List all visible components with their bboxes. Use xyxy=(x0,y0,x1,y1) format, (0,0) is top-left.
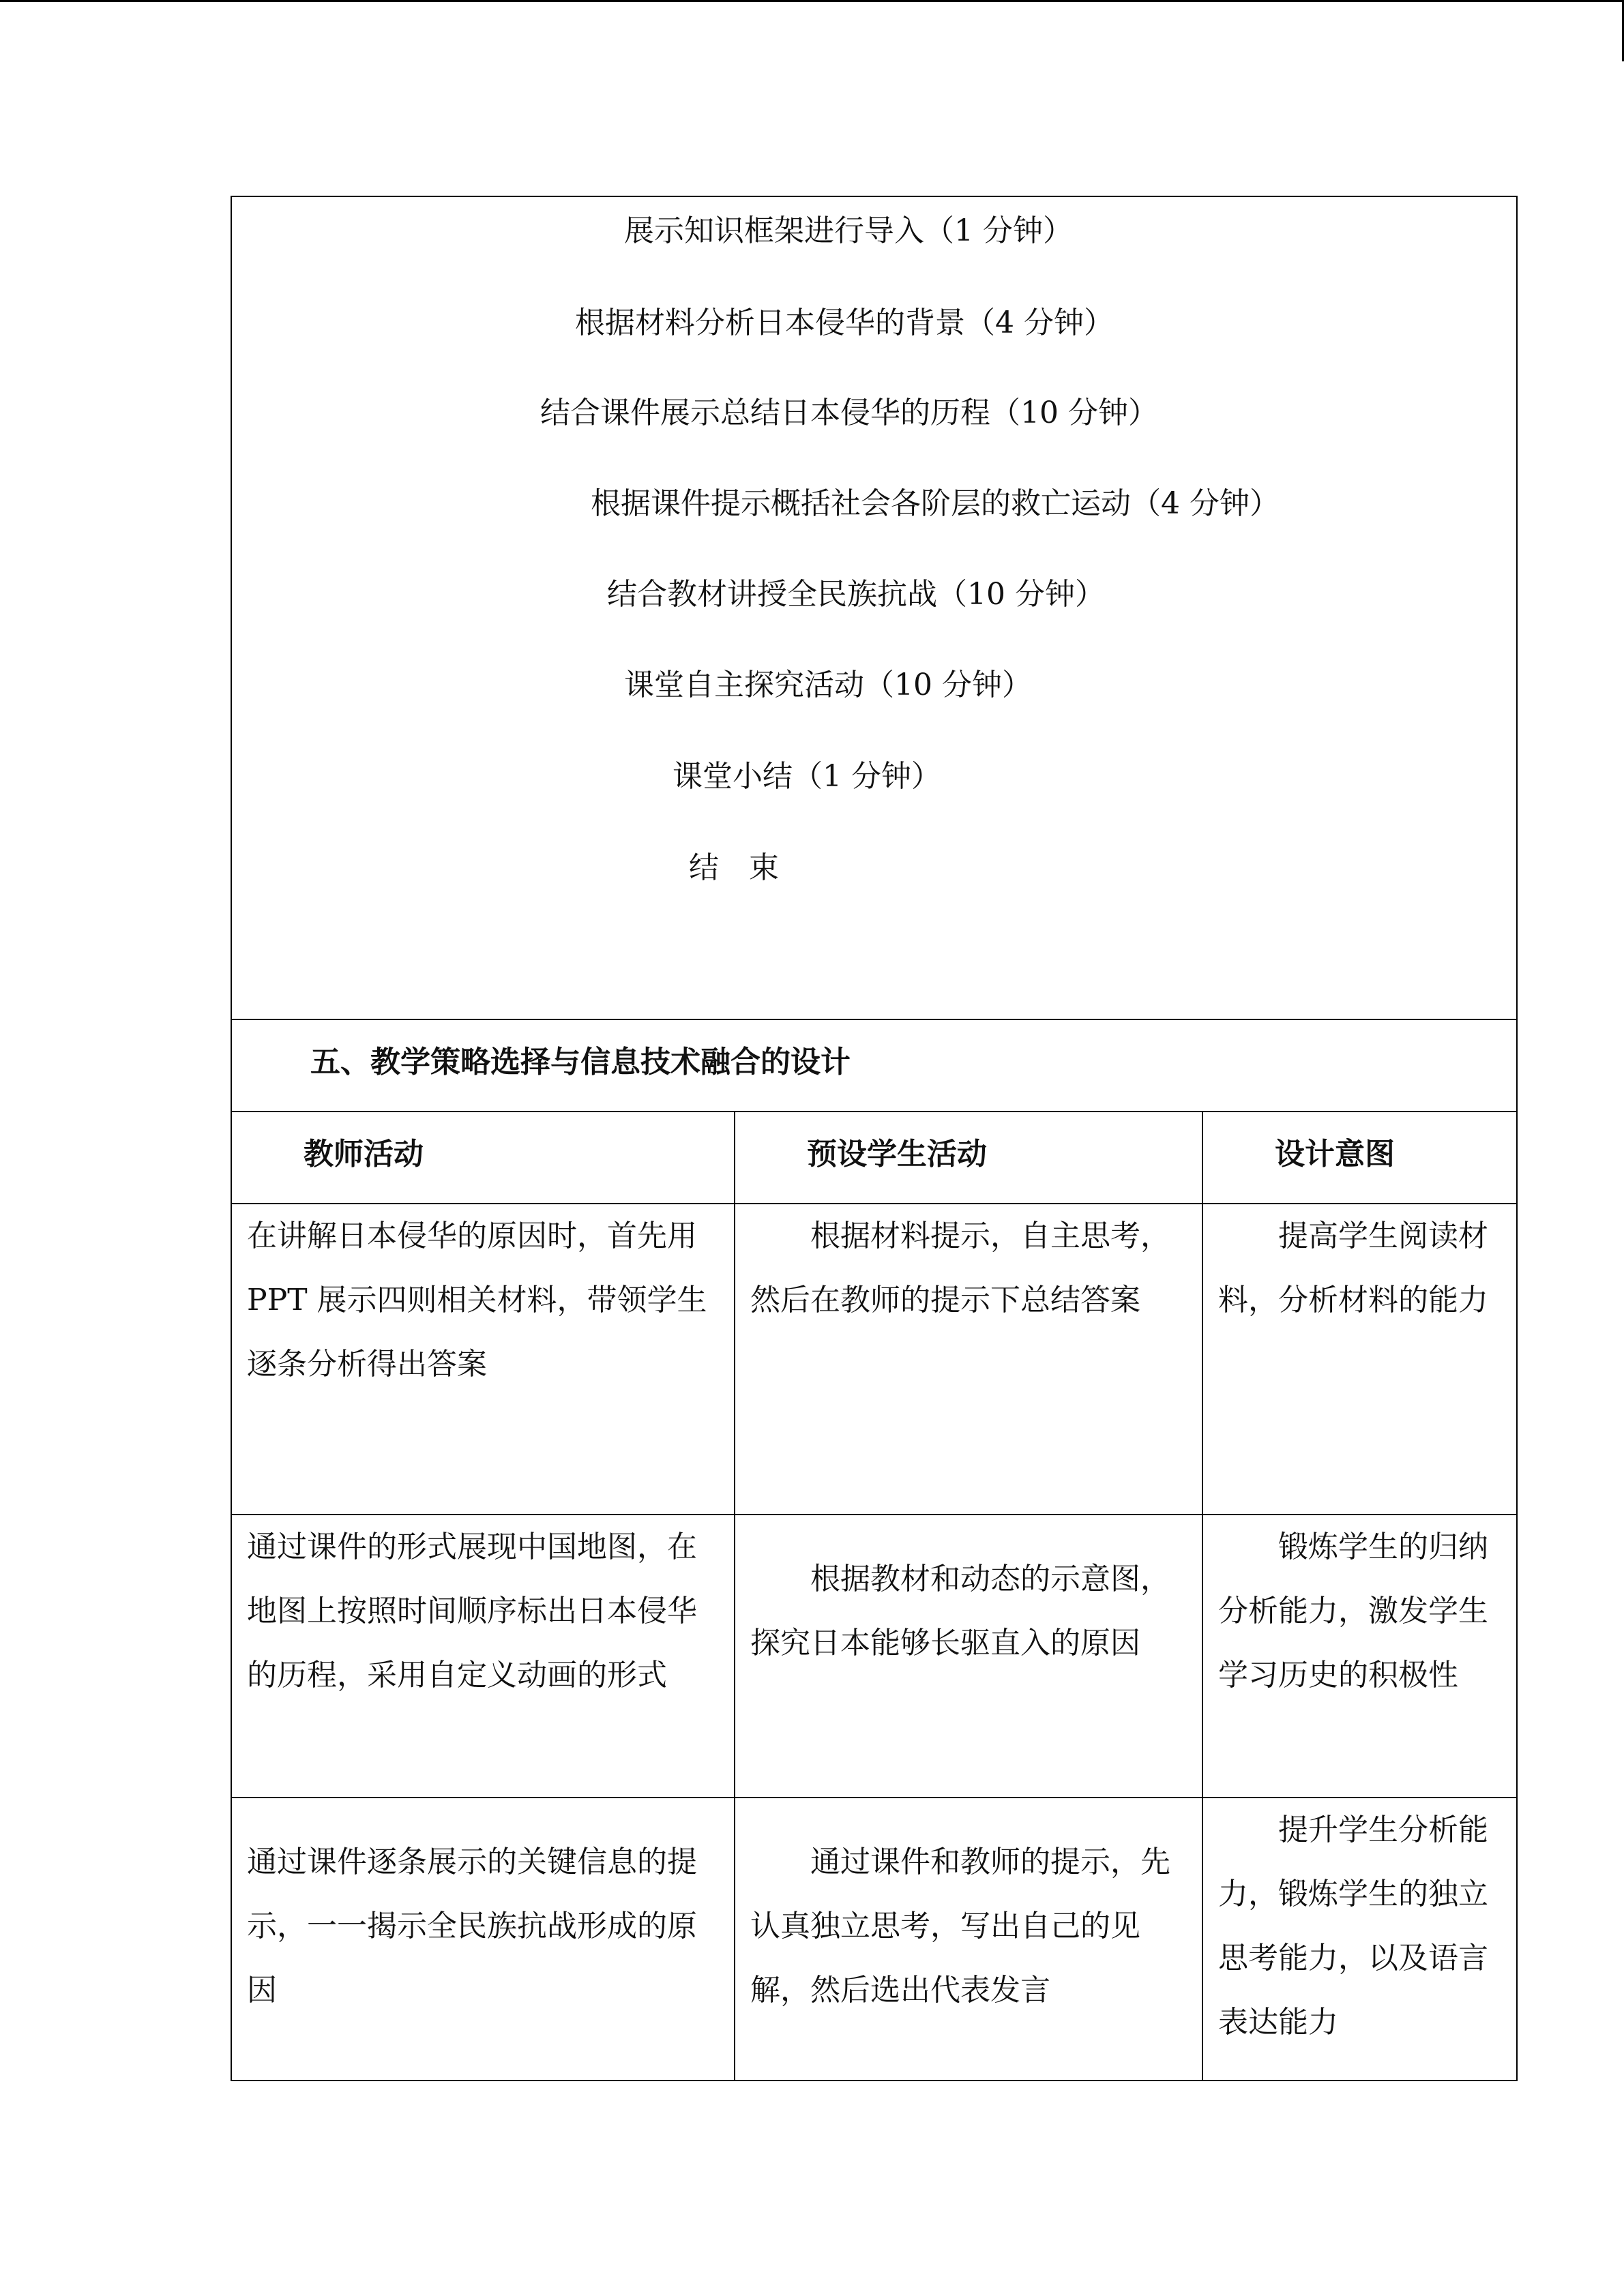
page-top-rule xyxy=(0,0,1624,2)
student-cell xyxy=(735,1515,1202,1798)
teaching-flow-cell xyxy=(231,196,1517,1019)
teacher-activity-header: 教师活动 xyxy=(304,1137,424,1172)
section-row xyxy=(231,1019,1517,1112)
student-header-cell xyxy=(735,1112,1202,1204)
flow-step: 课堂自主探究活动（10 分钟） xyxy=(624,668,1032,702)
section-title: 五、教学策略选择与信息技术融合的设计 xyxy=(310,1045,851,1079)
table-row xyxy=(231,1798,1517,2081)
flow-step: 课堂小结（1 分钟） xyxy=(673,759,941,794)
flow-step: 结 束 xyxy=(689,850,779,885)
flow-step: 展示知识框架进行导入（1 分钟） xyxy=(624,213,1073,248)
teacher-cell xyxy=(231,1204,735,1515)
teacher-cell xyxy=(231,1515,735,1798)
section-cell xyxy=(231,1019,1517,1112)
table-row xyxy=(231,1515,1517,1798)
teacher-activity-text: 在讲解日本侵华的原因时，首先用 PPT 展示四则相关材料，带领学生逐条分析得出答案 xyxy=(247,1219,707,1382)
student-activity-text: 根据教材和动态的示意图，探究日本能够长驱直入的原因 xyxy=(750,1562,1170,1660)
teacher-header-cell xyxy=(231,1112,735,1204)
student-activity-text: 通过课件和教师的提示，先认真独立思考，写出自己的见解，然后选出代表发言 xyxy=(750,1845,1170,2008)
flow-row xyxy=(231,196,1517,1019)
intent-header-cell xyxy=(1202,1112,1517,1204)
design-intent-text: 提高学生阅读材料，分析材料的能力 xyxy=(1218,1219,1488,1317)
flow-step: 结合教材讲授全民族抗战（10 分钟） xyxy=(607,577,1105,612)
student-activity-text: 根据材料提示，自主思考，然后在教师的提示下总结答案 xyxy=(750,1219,1170,1317)
intent-cell xyxy=(1202,1204,1517,1515)
lesson-plan-table xyxy=(231,196,1518,2081)
flow-step: 根据课件提示概括社会各阶层的救亡运动（4 分钟） xyxy=(591,486,1280,521)
teacher-activity-text: 通过课件的形式展现中国地图，在地图上按照时间顺序标出日本侵华的历程，采用自定义动画的形式 xyxy=(247,1530,697,1693)
intent-cell xyxy=(1202,1798,1517,2081)
column-header-row xyxy=(231,1112,1517,1204)
flow-step: 根据材料分析日本侵华的背景（4 分钟） xyxy=(575,305,1114,340)
intent-cell xyxy=(1202,1515,1517,1798)
table-row xyxy=(231,1204,1517,1515)
flow-step: 结合课件展示总结日本侵华的历程（10 分钟） xyxy=(540,396,1158,430)
teacher-activity-text: 通过课件逐条展示的关键信息的提示，一一揭示全民族抗战形成的原因 xyxy=(247,1845,697,2008)
design-intent-text: 提升学生分析能力，锻炼学生的独立思考能力，以及语言表达能力 xyxy=(1218,1813,1488,2040)
student-cell xyxy=(735,1798,1202,2081)
design-intent-header: 设计意图 xyxy=(1275,1137,1395,1172)
teacher-cell xyxy=(231,1798,735,2081)
student-cell xyxy=(735,1204,1202,1515)
design-intent-text: 锻炼学生的归纳分析能力，激发学生学习历史的积极性 xyxy=(1218,1530,1488,1693)
student-activity-header: 预设学生活动 xyxy=(807,1137,987,1172)
